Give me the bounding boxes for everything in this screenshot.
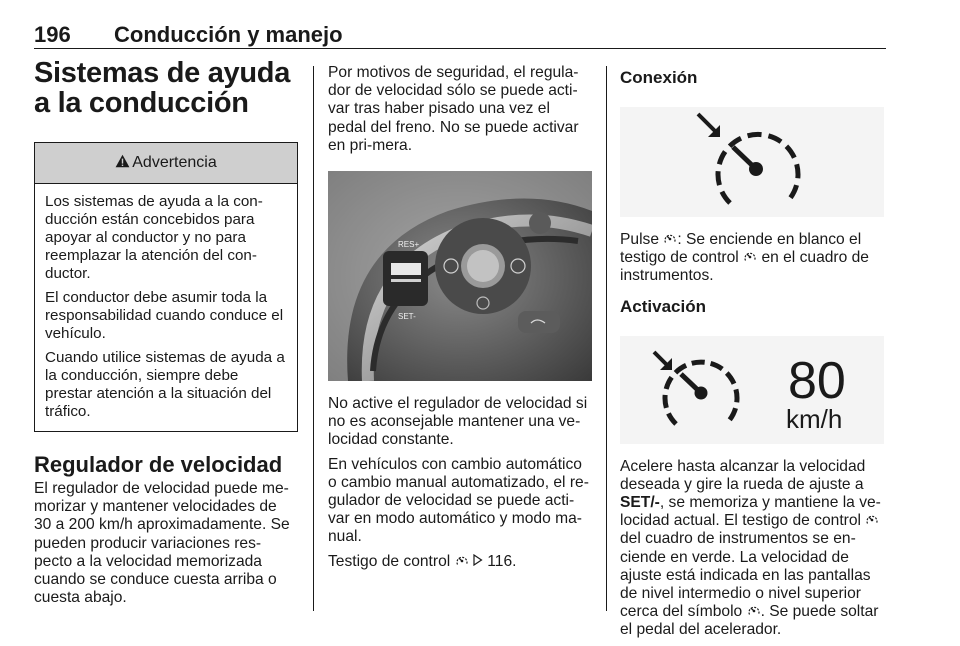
- column-2: [328, 64, 592, 577]
- display-unit: km/h: [786, 403, 843, 434]
- warning-body: [35, 184, 297, 431]
- warning-box: [34, 142, 298, 432]
- photo-label-res: RES+: [398, 240, 420, 250]
- column-3: [620, 64, 886, 646]
- steering-wheel-photo: [328, 171, 592, 381]
- warning-title: Advertencia: [132, 154, 217, 171]
- cruise-control-icon: [747, 603, 761, 621]
- page-reference: 116.: [487, 552, 517, 570]
- header-rule: [34, 48, 886, 49]
- warning-paragraph: El conductor debe asumir toda la responsabilidad cuando conduce el vehículo.: [45, 289, 284, 342]
- page-number: 196: [34, 22, 71, 47]
- intro-text: Por motivos de seguridad, el regula-dor de velocidad sólo se puede acti-var tras haber pisado una vez el pedal del freno. No se puede activar en pri-mera.: [328, 64, 579, 154]
- section-title: Regulador de velocidad: [34, 452, 283, 477]
- warning-paragraph: Cuando utilice sistemas de ayuda a la conducción, siempre debe prestar atención a la situación del tráfico.: [45, 349, 285, 420]
- activation-text: Acelere hasta alcanzar la velocidad deseada y gire la rueda de ajuste a SET/-, se memoriza y mantiene la ve-locidad actual. El testigo de control del cuadro de instrumentos se en-ciende en verde. La velocidad de ajuste está indicada en las pantallas de nivel intermedio o nivel superior cerca del símbolo . Se puede soltar el pedal del acelerador.: [620, 457, 881, 639]
- page-reference-icon: [473, 553, 483, 571]
- cruise-control-icon: [654, 352, 737, 424]
- section-text: El regulador de velocidad puede me-morizar y mantener velocidades de 30 a 200 km/h aproximadamente. Se pueden producir variaciones res-pecto a la velocidad memorizada cuando se conduce cuesta arriba o cuesta abajo.: [34, 480, 290, 607]
- chapter-title: Conducción y manejo: [114, 22, 343, 47]
- column-divider: [606, 66, 607, 611]
- cruise-control-icon: [455, 553, 469, 571]
- warning-paragraph: Los sistemas de ayuda a la con-ducción están concebidos para apoyar al conductor y no para reemplazar la atención del con-ductor.: [45, 193, 263, 282]
- connection-text: Pulse : Se enciende en blanco el testigo de control en el cuadro de instrumentos.: [620, 231, 869, 285]
- activation-figure: [620, 336, 884, 444]
- connection-heading: Conexión: [620, 68, 698, 87]
- control-light-reference: Testigo de control 116.: [328, 552, 517, 570]
- column-1: [34, 58, 298, 613]
- warning-header: [35, 143, 297, 184]
- cruise-control-icon: [663, 231, 677, 249]
- cruise-control-icon: [620, 107, 884, 217]
- activation-heading: Activación: [620, 296, 706, 316]
- cruise-control-icon: [865, 512, 879, 530]
- display-speed: 80: [788, 351, 846, 410]
- photo-label-set: SET-: [398, 312, 416, 322]
- page-title: Sistemas de ayuda a la conducción: [34, 57, 291, 119]
- paragraph: No active el regulador de velocidad si no es aconsejable mantener una ve-locidad constante.: [328, 395, 588, 449]
- warning-triangle-icon: [115, 154, 130, 172]
- cruise-control-icon: [743, 249, 757, 267]
- connection-figure: [620, 107, 884, 217]
- column-divider: [313, 66, 314, 611]
- paragraph: En vehículos con cambio automático o cambio manual automatizado, el re-gulador de velocidad se puede acti-var en modo automático y modo ma-nual.: [328, 455, 589, 546]
